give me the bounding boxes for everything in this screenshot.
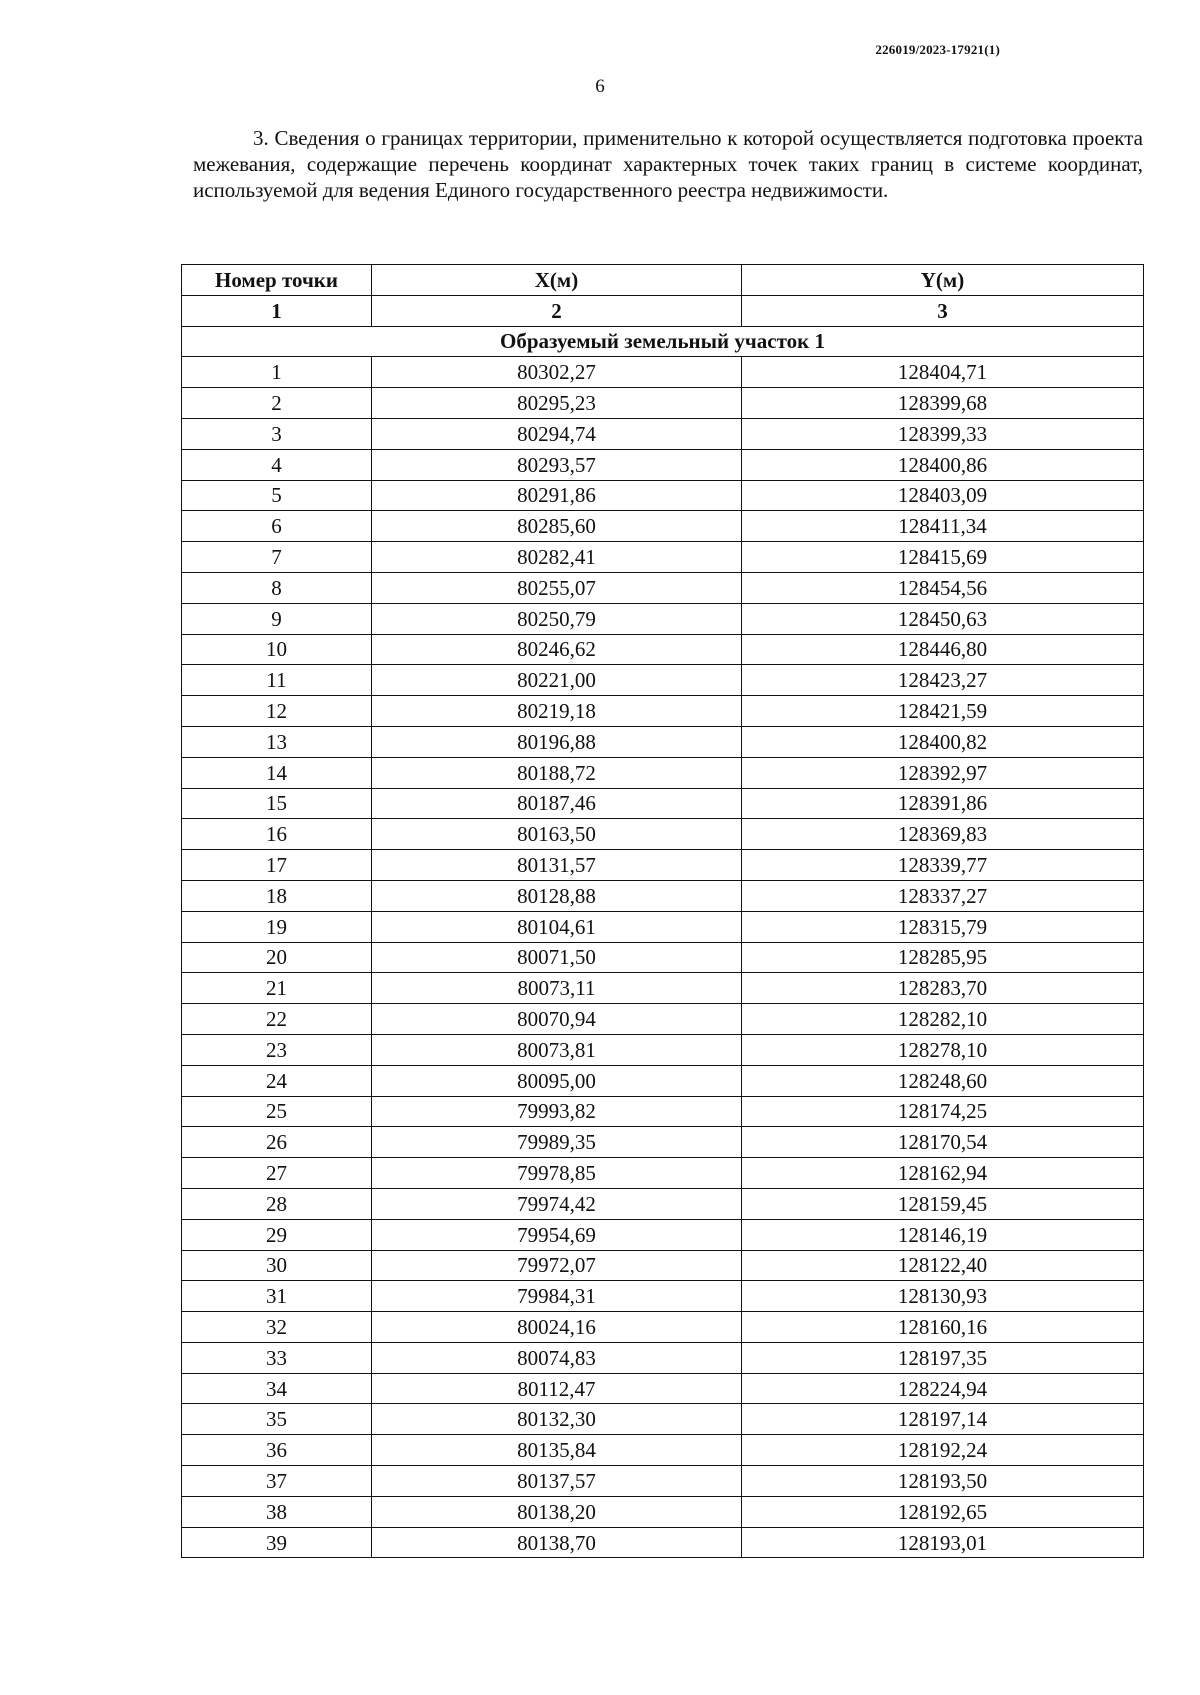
table-row [182, 726, 1144, 757]
point-number-cell: 5 [182, 480, 372, 511]
page-number: 6 [595, 76, 605, 97]
y-coordinate-cell: 128193,01 [742, 1527, 1144, 1558]
y-coordinate-cell: 128369,83 [742, 819, 1144, 850]
point-number-cell: 24 [182, 1065, 372, 1096]
table-row [182, 1404, 1144, 1435]
x-coordinate-cell: 80188,72 [372, 757, 742, 788]
table-row [182, 634, 1144, 665]
header-x: X(м) [372, 265, 742, 296]
y-coordinate-cell: 128130,93 [742, 1281, 1144, 1312]
x-coordinate-cell: 79989,35 [372, 1127, 742, 1158]
x-coordinate-cell: 80128,88 [372, 880, 742, 911]
y-coordinate-cell: 128174,25 [742, 1096, 1144, 1127]
point-number-cell: 33 [182, 1342, 372, 1373]
y-coordinate-cell: 128162,94 [742, 1158, 1144, 1189]
x-coordinate-cell: 80293,57 [372, 449, 742, 480]
table-row [182, 1158, 1144, 1189]
x-coordinate-cell: 80294,74 [372, 418, 742, 449]
table-row [182, 911, 1144, 942]
column-number-1: 1 [182, 295, 372, 326]
column-number-row [182, 295, 1144, 326]
header-point-number: Номер точки [182, 265, 372, 296]
x-coordinate-cell: 80291,86 [372, 480, 742, 511]
point-number-cell: 19 [182, 911, 372, 942]
table-row [182, 542, 1144, 573]
x-coordinate-cell: 80104,61 [372, 911, 742, 942]
table-row [182, 819, 1144, 850]
table-row [182, 942, 1144, 973]
y-coordinate-cell: 128450,63 [742, 603, 1144, 634]
y-coordinate-cell: 128391,86 [742, 788, 1144, 819]
x-coordinate-cell: 80137,57 [372, 1466, 742, 1497]
y-coordinate-cell: 128122,40 [742, 1250, 1144, 1281]
y-coordinate-cell: 128285,95 [742, 942, 1144, 973]
point-number-cell: 15 [182, 788, 372, 819]
x-coordinate-cell: 80221,00 [372, 665, 742, 696]
x-coordinate-cell: 79978,85 [372, 1158, 742, 1189]
y-coordinate-cell: 128283,70 [742, 973, 1144, 1004]
y-coordinate-cell: 128423,27 [742, 665, 1144, 696]
point-number-cell: 32 [182, 1312, 372, 1343]
x-coordinate-cell: 79974,42 [372, 1188, 742, 1219]
x-coordinate-cell: 80285,60 [372, 511, 742, 542]
table-row [182, 850, 1144, 881]
x-coordinate-cell: 80138,20 [372, 1496, 742, 1527]
table-row [182, 1373, 1144, 1404]
y-coordinate-cell: 128192,24 [742, 1435, 1144, 1466]
point-number-cell: 28 [182, 1188, 372, 1219]
table-row [182, 480, 1144, 511]
x-coordinate-cell: 80024,16 [372, 1312, 742, 1343]
point-number-cell: 8 [182, 572, 372, 603]
x-coordinate-cell: 80071,50 [372, 942, 742, 973]
document-registration-number: 226019/2023-17921(1) [875, 42, 1000, 57]
point-number-cell: 9 [182, 603, 372, 634]
table-row [182, 1435, 1144, 1466]
point-number-cell: 25 [182, 1096, 372, 1127]
point-number-cell: 37 [182, 1466, 372, 1497]
x-coordinate-cell: 80246,62 [372, 634, 742, 665]
x-coordinate-cell: 80132,30 [372, 1404, 742, 1435]
x-coordinate-cell: 80196,88 [372, 726, 742, 757]
point-number-cell: 1 [182, 357, 372, 388]
table-row [182, 973, 1144, 1004]
y-coordinate-cell: 128278,10 [742, 1034, 1144, 1065]
table-row [182, 1188, 1144, 1219]
y-coordinate-cell: 128193,50 [742, 1466, 1144, 1497]
table-row [182, 1527, 1144, 1558]
point-number-cell: 20 [182, 942, 372, 973]
y-coordinate-cell: 128446,80 [742, 634, 1144, 665]
y-coordinate-cell: 128197,35 [742, 1342, 1144, 1373]
x-coordinate-cell: 80131,57 [372, 850, 742, 881]
y-coordinate-cell: 128282,10 [742, 1004, 1144, 1035]
point-number-cell: 21 [182, 973, 372, 1004]
y-coordinate-cell: 128415,69 [742, 542, 1144, 573]
point-number-cell: 12 [182, 696, 372, 727]
y-coordinate-cell: 128197,14 [742, 1404, 1144, 1435]
table-row [182, 418, 1144, 449]
point-number-cell: 39 [182, 1527, 372, 1558]
table-row [182, 1342, 1144, 1373]
y-coordinate-cell: 128400,86 [742, 449, 1144, 480]
y-coordinate-cell: 128403,09 [742, 480, 1144, 511]
y-coordinate-cell: 128337,27 [742, 880, 1144, 911]
point-number-cell: 16 [182, 819, 372, 850]
y-coordinate-cell: 128160,16 [742, 1312, 1144, 1343]
table-row [182, 572, 1144, 603]
x-coordinate-cell: 79984,31 [372, 1281, 742, 1312]
table-row [182, 880, 1144, 911]
x-coordinate-cell: 80138,70 [372, 1527, 742, 1558]
point-number-cell: 3 [182, 418, 372, 449]
table-row [182, 757, 1144, 788]
x-coordinate-cell: 80074,83 [372, 1342, 742, 1373]
table-row [182, 1312, 1144, 1343]
y-coordinate-cell: 128315,79 [742, 911, 1144, 942]
table-row [182, 1096, 1144, 1127]
x-coordinate-cell: 80070,94 [372, 1004, 742, 1035]
table-row [182, 1466, 1144, 1497]
table-row [182, 357, 1144, 388]
table-row [182, 1281, 1144, 1312]
column-number-2: 2 [372, 295, 742, 326]
table-row [182, 696, 1144, 727]
y-coordinate-cell: 128454,56 [742, 572, 1144, 603]
x-coordinate-cell: 79972,07 [372, 1250, 742, 1281]
table-row [182, 1004, 1144, 1035]
point-number-cell: 6 [182, 511, 372, 542]
table-row [182, 388, 1144, 419]
point-number-cell: 35 [182, 1404, 372, 1435]
x-coordinate-cell: 80187,46 [372, 788, 742, 819]
y-coordinate-cell: 128339,77 [742, 850, 1144, 881]
x-coordinate-cell: 80302,27 [372, 357, 742, 388]
point-number-cell: 17 [182, 850, 372, 881]
intro-paragraph: 3. Сведения о границах территории, применительно к которой осуществляется подготовка проекта межевания, содержащие перечень координат характерных точек таких границ в системе координат, используемой для ведения Единого государственного реестра недвижимости. [193, 126, 1143, 202]
y-coordinate-cell: 128170,54 [742, 1127, 1144, 1158]
x-coordinate-cell: 79993,82 [372, 1096, 742, 1127]
header-y: Y(м) [742, 265, 1144, 296]
y-coordinate-cell: 128399,33 [742, 418, 1144, 449]
point-number-cell: 23 [182, 1034, 372, 1065]
point-number-cell: 11 [182, 665, 372, 696]
x-coordinate-cell: 80135,84 [372, 1435, 742, 1466]
y-coordinate-cell: 128421,59 [742, 696, 1144, 727]
table-row [182, 1127, 1144, 1158]
point-number-cell: 7 [182, 542, 372, 573]
y-coordinate-cell: 128159,45 [742, 1188, 1144, 1219]
point-number-cell: 27 [182, 1158, 372, 1189]
point-number-cell: 10 [182, 634, 372, 665]
y-coordinate-cell: 128392,97 [742, 757, 1144, 788]
table-row [182, 1065, 1144, 1096]
y-coordinate-cell: 128224,94 [742, 1373, 1144, 1404]
table-row [182, 449, 1144, 480]
section-title: Образуемый земельный участок 1 [182, 326, 1144, 357]
y-coordinate-cell: 128411,34 [742, 511, 1144, 542]
column-number-3: 3 [742, 295, 1144, 326]
point-number-cell: 2 [182, 388, 372, 419]
table-row [182, 1496, 1144, 1527]
coordinates-table [181, 264, 1144, 1558]
x-coordinate-cell: 80219,18 [372, 696, 742, 727]
x-coordinate-cell: 80073,81 [372, 1034, 742, 1065]
point-number-cell: 26 [182, 1127, 372, 1158]
point-number-cell: 30 [182, 1250, 372, 1281]
point-number-cell: 14 [182, 757, 372, 788]
point-number-cell: 4 [182, 449, 372, 480]
section-row [182, 326, 1144, 357]
table-row [182, 1034, 1144, 1065]
y-coordinate-cell: 128248,60 [742, 1065, 1144, 1096]
y-coordinate-cell: 128192,65 [742, 1496, 1144, 1527]
table-row [182, 603, 1144, 634]
x-coordinate-cell: 80073,11 [372, 973, 742, 1004]
table-row [182, 1219, 1144, 1250]
x-coordinate-cell: 80112,47 [372, 1373, 742, 1404]
y-coordinate-cell: 128404,71 [742, 357, 1144, 388]
point-number-cell: 13 [182, 726, 372, 757]
point-number-cell: 29 [182, 1219, 372, 1250]
y-coordinate-cell: 128400,82 [742, 726, 1144, 757]
point-number-cell: 34 [182, 1373, 372, 1404]
point-number-cell: 18 [182, 880, 372, 911]
table-row [182, 788, 1144, 819]
point-number-cell: 22 [182, 1004, 372, 1035]
x-coordinate-cell: 80250,79 [372, 603, 742, 634]
x-coordinate-cell: 80282,41 [372, 542, 742, 573]
x-coordinate-cell: 80255,07 [372, 572, 742, 603]
table-row [182, 1250, 1144, 1281]
y-coordinate-cell: 128399,68 [742, 388, 1144, 419]
table-row [182, 665, 1144, 696]
table-row [182, 511, 1144, 542]
x-coordinate-cell: 79954,69 [372, 1219, 742, 1250]
x-coordinate-cell: 80295,23 [372, 388, 742, 419]
point-number-cell: 36 [182, 1435, 372, 1466]
point-number-cell: 31 [182, 1281, 372, 1312]
x-coordinate-cell: 80095,00 [372, 1065, 742, 1096]
point-number-cell: 38 [182, 1496, 372, 1527]
table-header-row [182, 265, 1144, 296]
x-coordinate-cell: 80163,50 [372, 819, 742, 850]
y-coordinate-cell: 128146,19 [742, 1219, 1144, 1250]
